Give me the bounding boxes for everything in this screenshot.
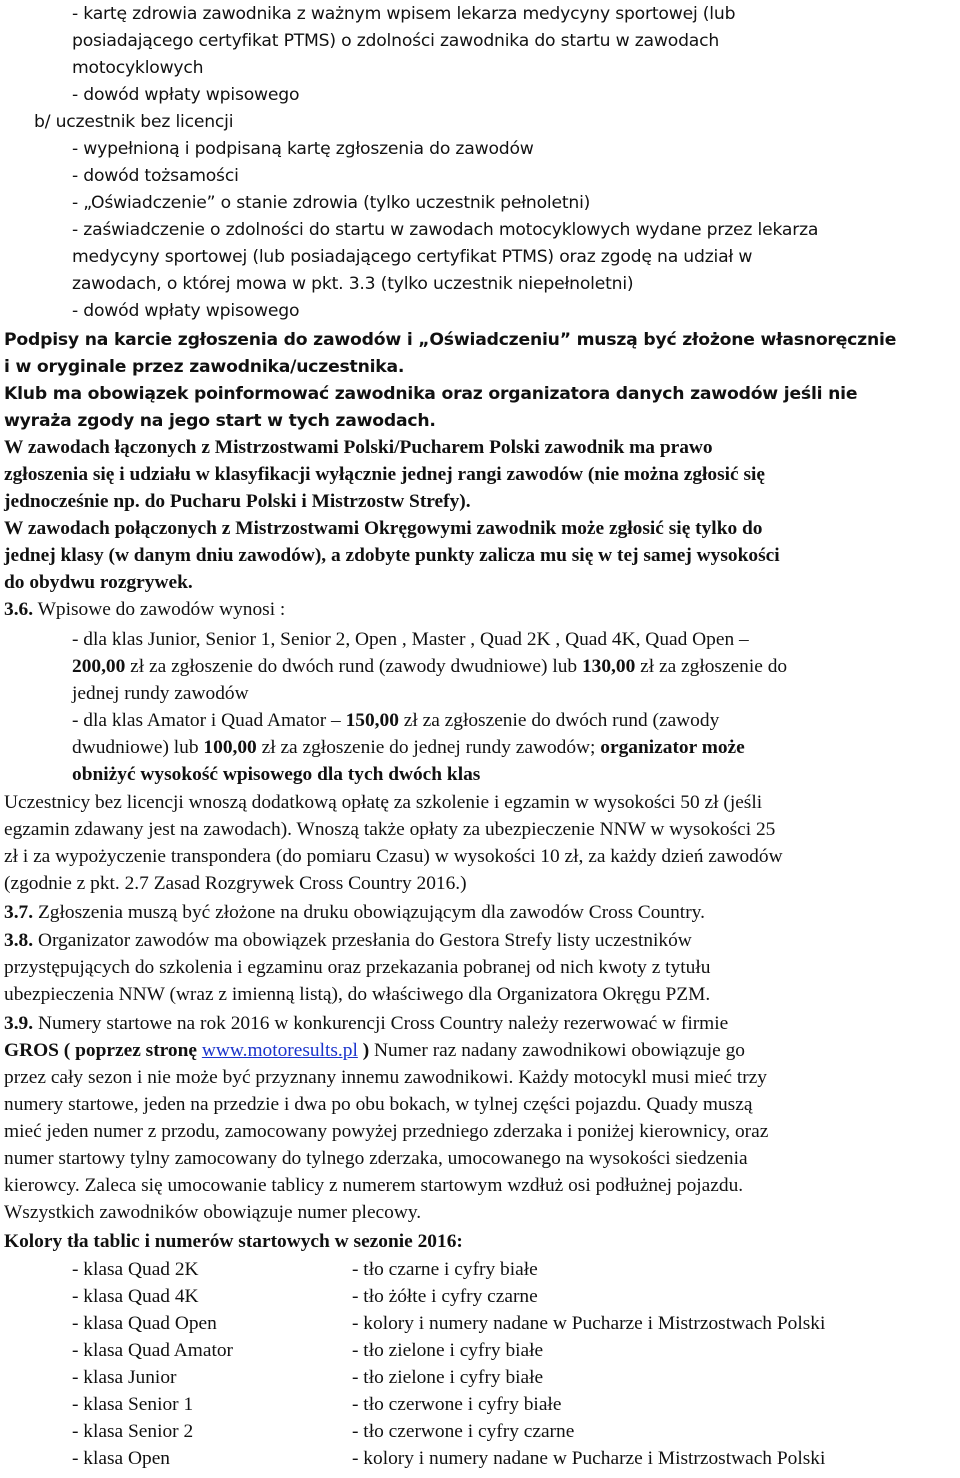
table-row: - klasa Quad Amator - tło zielone i cyfry białe (72, 1340, 544, 1361)
table-row: - klasa Senior 2 - tło czerwone i cyfry czarne (72, 1421, 575, 1442)
fee-line: - dla klas Junior, Senior 1, Senior 2, Open , Master , Quad 2K , Quad 4K, Quad Open – (72, 629, 749, 650)
table-row: - klasa Junior - tło zielone i cyfry białe (72, 1367, 544, 1388)
text-line: kierowcy. Zaleca się umocowanie tablicy z numerem startowym wzdłuż osi podłużnej pojazdu. (4, 1175, 744, 1196)
fee-line: jednej rundy zawodów (72, 683, 249, 704)
bold-paragraph-line: do obydwu rozgrywek. (4, 572, 193, 593)
text-line: - dowód tożsamości (72, 166, 239, 186)
text-line: medycyny sportowej (lub posiadającego certyfikat PTMS) oraz zgodę na udział w (72, 247, 753, 267)
section-3-8: 3.8. Organizator zawodów ma obowiązek przesłania do Gestora Strefy listy uczestników (4, 930, 692, 951)
table-row: - klasa Quad 4K - tło żółte i cyfry czarne (72, 1286, 538, 1307)
colors-heading: Kolory tła tablic i numerów startowych w sezonie 2016: (4, 1231, 463, 1252)
text-line: - wypełnioną i podpisaną kartę zgłoszenia do zawodów (72, 139, 534, 159)
table-row: - klasa Quad 2K - tło czarne i cyfry białe (72, 1259, 538, 1280)
table-row: - klasa Senior 1 - tło czerwone i cyfry białe (72, 1394, 562, 1415)
bold-paragraph-line: Podpisy na karcie zgłoszenia do zawodów i „Oświadczeniu” muszą być złożone własnoręcznie (4, 330, 897, 350)
bold-paragraph-line: zgłoszenia się i udziału w klasyfikacji wyłącznie jednej rangi zawodów (nie można zgłosić się (4, 464, 766, 485)
text-line: ubezpieczenia NNW (wraz z imienną listą), do właściwego dla Organizatora Okręgu PZM. (4, 984, 711, 1005)
text-line: mieć jeden numer z przodu, zamocowany powyżej przedniego zderzaka i poniżej kierownicy, oraz (4, 1121, 769, 1142)
text-line: przez cały sezon i nie może być przyznany innemu zawodnikowi. Każdy motocykl musi mieć trzy (4, 1067, 767, 1088)
text-line: przystępujących do szkolenia i egzaminu oraz przekazania pobranej od nich kwoty z tytułu (4, 957, 711, 978)
text-line: zł i za wypożyczenie transpondera (do pomiaru Czasu) w wysokości 10 zł, za każdy dzień zawodów (4, 846, 783, 867)
section-3-7: 3.7. Zgłoszenia muszą być złożone na druku obowiązującym dla zawodów Cross Country. (4, 902, 705, 923)
table-row: - klasa Open - kolory i numery nadane w Pucharze i Mistrzostwach Polski (72, 1448, 826, 1469)
fee-line: - dla klas Amator i Quad Amator – 150,00 zł za zgłoszenie do dwóch rund (zawody (72, 710, 720, 731)
bold-paragraph-line: W zawodach połączonych z Mistrzostwami Okręgowymi zawodnik może zgłosić się tylko do (4, 518, 763, 539)
table-row: - klasa Quad Open - kolory i numery nadane w Pucharze i Mistrzostwach Polski (72, 1313, 826, 1334)
text-line: motocyklowych (72, 58, 204, 78)
text-line: zawodach, o której mowa w pkt. 3.3 (tylko uczestnik niepełnoletni) (72, 274, 634, 294)
text-line: GROS ( poprzez stronę www.motoresults.pl ) Numer raz nadany zawodnikowi obowiązuje go (4, 1040, 746, 1061)
fee-line: 200,00 zł za zgłoszenie do dwóch rund (zawody dwudniowe) lub 130,00 zł za zgłoszenie do (72, 656, 788, 677)
bold-paragraph-line: jednej klasy (w danym dniu zawodów), a zdobyte punkty zalicza mu się w tej samej wysokości (4, 545, 780, 566)
section-3-6-heading: 3.6. Wpisowe do zawodów wynosi : (4, 599, 286, 620)
text-line: numery startowe, jeden na przedzie i dwa po obu bokach, w tylnej części pojazdu. Quady muszą (4, 1094, 753, 1115)
text-line: - zaświadczenie o zdolności do startu w zawodach motocyklowych wydane przez lekarza (72, 220, 819, 240)
text-line: (zgodnie z pkt. 2.7 Zasad Rozgrywek Cross Country 2016.) (4, 873, 467, 894)
text-line: posiadającego certyfikat PTMS) o zdolności zawodnika do startu w zawodach (72, 31, 720, 51)
text-line: Wszystkich zawodników obowiązuje numer plecowy. (4, 1202, 422, 1223)
text-line: numer startowy tylny zamocowany do tylnego zderzaka, umocowanego na wysokości siedzenia (4, 1148, 748, 1169)
bold-paragraph-line: jednocześnie np. do Pucharu Polski i Mistrzostw Strefy). (4, 491, 471, 512)
bold-paragraph-line: wyraża zgody na jego start w tych zawodach. (4, 411, 436, 431)
fee-line: obniżyć wysokość wpisowego dla tych dwóch klas (72, 764, 481, 785)
text-line: - kartę zdrowia zawodnika z ważnym wpisem lekarza medycyny sportowej (lub (72, 4, 736, 24)
bold-paragraph-line: Klub ma obowiązek poinformować zawodnika oraz organizatora danych zawodów jeśli nie (4, 384, 858, 404)
bold-paragraph-line: W zawodach łączonych z Mistrzostwami Polski/Pucharem Polski zawodnik ma prawo (4, 437, 713, 458)
motoresults-link[interactable]: www.motoresults.pl (201, 1040, 358, 1061)
text-line: - „Oświadczenie” o stanie zdrowia (tylko uczestnik pełnoletni) (72, 193, 591, 213)
fee-line: dwudniowe) lub 100,00 zł za zgłoszenie do jednej rundy zawodów; organizator może (72, 737, 745, 758)
text-line: egzamin zdawany jest na zawodach). Wnoszą także opłaty za ubezpieczenie NNW w wysokości 25 (4, 819, 776, 840)
bold-paragraph-line: i w oryginale przez zawodnika/uczestnika. (4, 357, 405, 377)
text-line: Uczestnicy bez licencji wnoszą dodatkową opłatę za szkolenie i egzamin w wysokości 50 zł (jeśli (4, 792, 763, 813)
text-line: - dowód wpłaty wpisowego (72, 85, 300, 105)
section-3-9: 3.9. Numery startowe na rok 2016 w konkurencji Cross Country należy rezerwować w firmie (4, 1013, 729, 1034)
text-line: - dowód wpłaty wpisowego (72, 301, 300, 321)
section-label: b/ uczestnik bez licencji (34, 112, 234, 132)
